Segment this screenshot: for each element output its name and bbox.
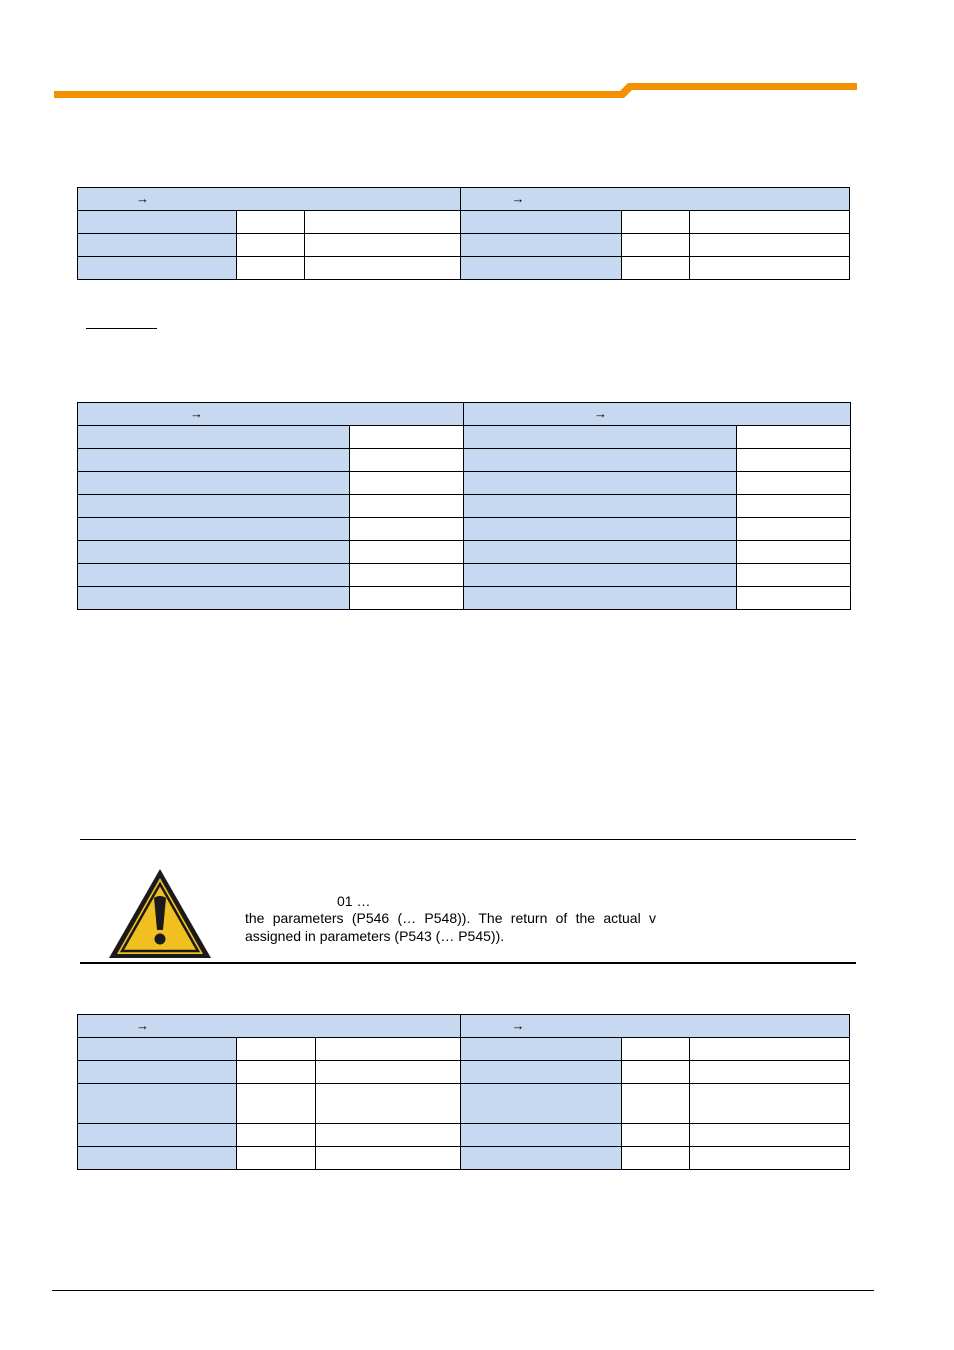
warning-bottom-rule [80, 962, 856, 964]
table-row [78, 564, 851, 587]
warning-triangle-icon [106, 866, 214, 962]
warning-top-rule [80, 839, 856, 840]
header-accent-bar [0, 0, 954, 110]
arrow-icon: → [594, 406, 607, 421]
table-3-header-right [461, 1015, 850, 1038]
table-3 [77, 1014, 850, 1170]
warning-line-3: assigned in parameters (P543 (… P545)). [245, 928, 505, 944]
table-row [78, 495, 851, 518]
table-row [78, 1084, 850, 1124]
table-row [78, 1124, 850, 1147]
arrow-icon: → [511, 1018, 525, 1033]
table-1-header-left [78, 188, 461, 211]
arrow-icon: → [190, 406, 203, 421]
table-2-header-left [78, 403, 464, 426]
table-1 [77, 187, 850, 280]
table-1-header-right [461, 188, 850, 211]
table-row [78, 234, 850, 257]
table-2 [77, 402, 851, 610]
warning-line-2: the parameters (P546 (… P548)). The return of the actual v [245, 910, 656, 926]
table-row [78, 211, 850, 234]
arrow-icon: → [136, 191, 149, 206]
table-row [78, 518, 851, 541]
table-row [78, 1061, 850, 1084]
table-row [78, 426, 851, 449]
table-row [78, 472, 851, 495]
table-row [78, 587, 851, 610]
table-row [78, 1038, 850, 1061]
arrow-icon: → [136, 1018, 149, 1033]
table-row [78, 1147, 850, 1170]
table-row [78, 541, 851, 564]
footer-rule [52, 1290, 874, 1291]
table-2-header-right [464, 403, 851, 426]
table-row [78, 449, 851, 472]
table-3-header-left [78, 1015, 461, 1038]
warning-line-1: 01 … [337, 893, 371, 909]
table-row [78, 257, 850, 280]
arrow-icon: → [511, 191, 525, 206]
underline-mark [86, 328, 157, 329]
